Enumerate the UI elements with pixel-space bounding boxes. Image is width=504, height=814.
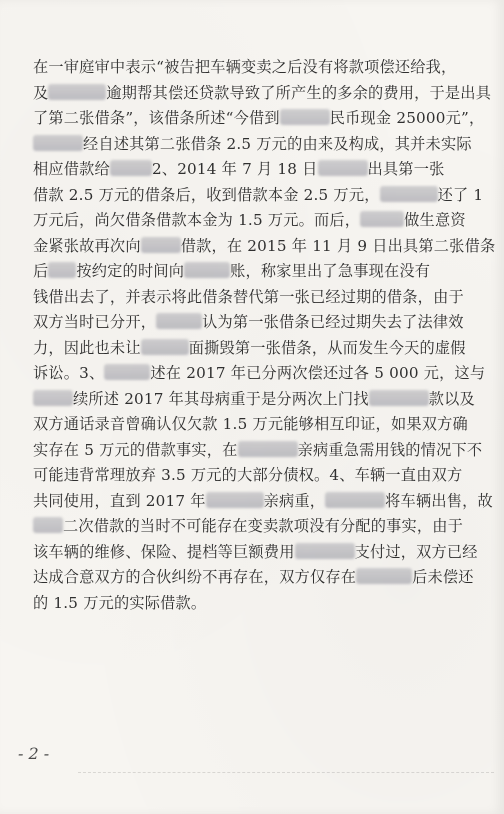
text-segment: 借款，在 2015 年 11 月 9 日出具第二张借条 bbox=[180, 236, 496, 255]
text-segment: 相应借款给 bbox=[33, 160, 110, 178]
text-segment: 按约定的时间向 bbox=[76, 262, 185, 280]
document-line bbox=[33, 157, 473, 183]
redaction-block bbox=[33, 517, 63, 533]
page-number: - 2 - bbox=[18, 744, 50, 763]
document-line bbox=[33, 540, 478, 566]
redaction-block bbox=[110, 160, 152, 176]
text-segment: 了第二张借条”，该借条所述“今借到 bbox=[33, 109, 280, 127]
text-segment: 钱借出去了，并表示将此借条替代第一张已经过期的借条，由于 bbox=[33, 287, 464, 306]
document-body bbox=[33, 55, 496, 616]
text-segment: 述在 2017 年已分两次偿还过各 5 000 元，这与 bbox=[150, 364, 486, 382]
document-line bbox=[33, 336, 473, 362]
text-segment: 认为第一张借条已经过期失去了法律效 bbox=[202, 313, 464, 331]
document-line bbox=[33, 361, 486, 387]
text-segment: 民币现金 25000元”， bbox=[329, 109, 485, 127]
text-segment: 亲病重急需用钱的情况下不 bbox=[297, 440, 483, 459]
text-segment: 支付过，双方已经 bbox=[354, 542, 478, 561]
footer-rule bbox=[78, 772, 494, 773]
redaction-block bbox=[141, 237, 181, 253]
text-segment: 逾期帮其偿还贷款导致了所产生的多余的费用，于是出具 bbox=[106, 83, 492, 102]
document-line bbox=[33, 55, 473, 81]
document-line bbox=[33, 81, 492, 107]
document-line bbox=[33, 106, 485, 132]
text-segment: 面撕毁第一张借条，从而发生今天的虚假 bbox=[188, 338, 466, 357]
text-segment: 共同使用，直到 2017 年 bbox=[33, 491, 206, 510]
redaction-block bbox=[48, 84, 106, 100]
redaction-block bbox=[325, 492, 385, 508]
document-line bbox=[33, 463, 473, 489]
text-segment: 出具第一张 bbox=[367, 160, 445, 178]
redaction-block bbox=[48, 262, 76, 278]
redaction-block bbox=[356, 568, 412, 584]
document-line bbox=[33, 565, 473, 591]
redaction-block bbox=[380, 186, 438, 202]
document-line bbox=[33, 132, 473, 158]
text-segment: 的 1.5 万元的实际借款。 bbox=[33, 593, 207, 612]
document-line bbox=[33, 259, 473, 285]
redaction-block bbox=[141, 339, 189, 355]
text-segment: 款以及 bbox=[428, 389, 475, 408]
document-line bbox=[33, 285, 473, 311]
document-line bbox=[33, 310, 473, 336]
text-segment: 实存在 5 万元的借款事实，在 bbox=[33, 440, 238, 459]
text-segment: 双方通话录音曾确认仅欠款 1.5 万元能够相互印证，如果双方确 bbox=[33, 415, 468, 433]
text-segment: 金紧张故再次向 bbox=[33, 236, 141, 255]
text-segment: 该车辆的维修、保险、提档等巨额费用 bbox=[33, 542, 295, 561]
document-line bbox=[33, 514, 473, 540]
redaction-block bbox=[295, 543, 355, 559]
document-line bbox=[33, 412, 473, 438]
text-segment: 及 bbox=[33, 83, 49, 102]
document-line bbox=[33, 387, 473, 413]
redaction-block bbox=[360, 211, 404, 227]
redaction-block bbox=[369, 390, 429, 406]
redaction-block bbox=[156, 313, 202, 329]
text-segment: 后未偿还 bbox=[412, 568, 474, 586]
redaction-block bbox=[33, 135, 83, 151]
text-segment: 借款 2.5 万元的借条后，收到借款本金 2.5 万元， bbox=[33, 185, 380, 204]
document-line bbox=[33, 489, 493, 515]
text-segment: 力，因此也未让 bbox=[33, 338, 141, 357]
redaction-block bbox=[184, 262, 230, 278]
redaction-block bbox=[206, 492, 264, 508]
document-line bbox=[33, 208, 473, 234]
text-segment: 在一审庭审中表示“被告把车辆变卖之后没有将款项偿还给我， bbox=[33, 58, 457, 76]
text-segment: 可能违背常理放弃 3.5 万元的大部分债权。4、车辆一直由双方 bbox=[33, 466, 463, 484]
text-segment: 双方当时已分开， bbox=[33, 313, 157, 331]
text-segment: 2、2014 年 7 月 18 日 bbox=[151, 160, 318, 178]
text-segment: 二次借款的当时不可能存在变卖款项没有分配的事实，由于 bbox=[63, 517, 464, 535]
redaction-block bbox=[33, 390, 73, 406]
text-segment: 续所述 2017 年其母病重于是分两次上门找 bbox=[73, 389, 369, 408]
document-line bbox=[33, 591, 473, 617]
redaction-block bbox=[104, 364, 150, 380]
text-segment: 将车辆出售，故 bbox=[385, 491, 493, 510]
text-segment: 还了 1 bbox=[437, 185, 484, 204]
text-segment: 做生意资 bbox=[404, 211, 466, 229]
redaction-block bbox=[238, 441, 298, 457]
redaction-block bbox=[280, 109, 330, 125]
redaction-block bbox=[318, 160, 368, 176]
text-segment: 后 bbox=[33, 262, 49, 280]
document-line bbox=[33, 438, 483, 464]
text-segment: 达成合意双方的合伙纠纷不再存在，双方仅存在 bbox=[33, 568, 357, 586]
text-segment: 账，称家里出了急事现在没有 bbox=[230, 262, 431, 280]
document-line bbox=[33, 234, 496, 260]
text-segment: 诉讼。3、 bbox=[33, 364, 105, 382]
text-segment: 万元后，尚欠借条借款本金为 1.5 万元。而后， bbox=[33, 211, 361, 229]
text-segment: 经自述其第二张借条 2.5 万元的由来及构成，其并未实际 bbox=[83, 134, 472, 153]
document-line bbox=[33, 183, 484, 209]
text-segment: 亲病重， bbox=[263, 491, 326, 510]
